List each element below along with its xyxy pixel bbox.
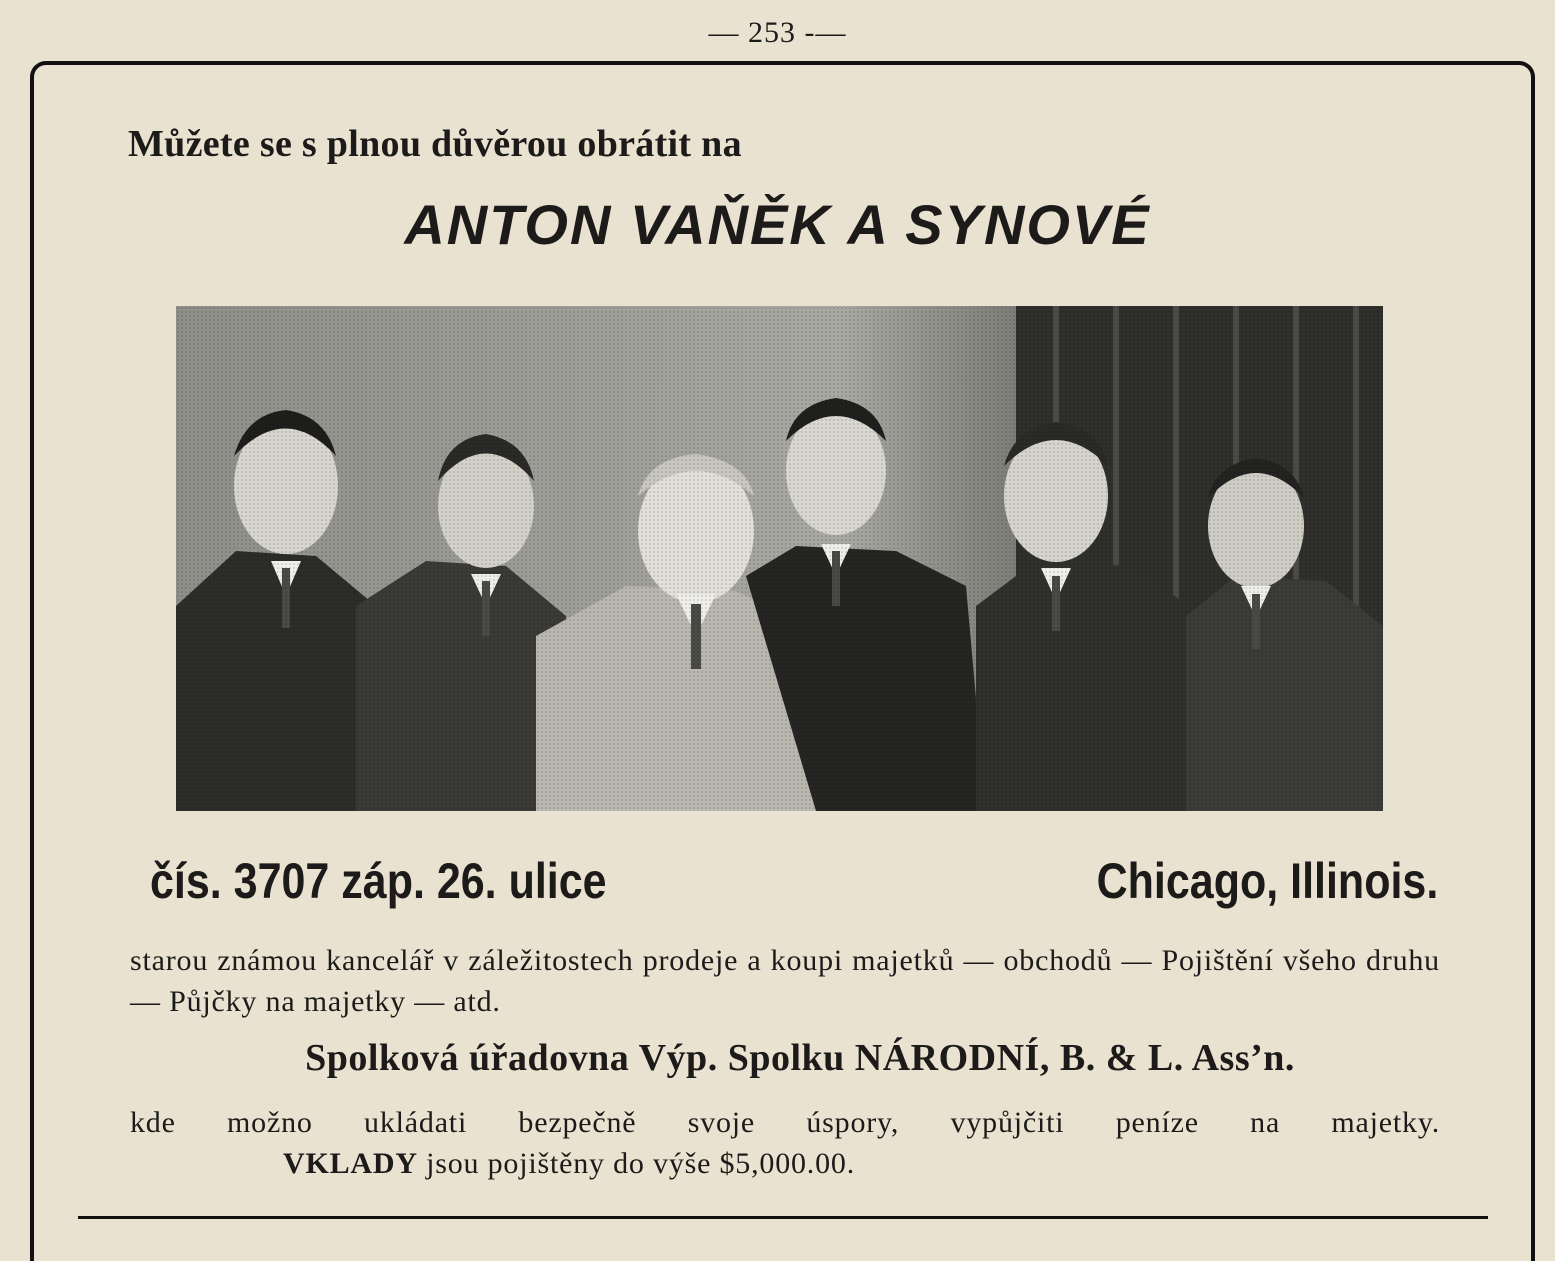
deposits-text bbox=[283, 1143, 855, 1184]
bottom-rule bbox=[78, 1216, 1488, 1219]
page-number: — 253 -— bbox=[708, 16, 847, 49]
savings-text: kde možno ukládati bezpečně svoje úspory, vypůjčiti peníze na majetky. bbox=[130, 1106, 1440, 1139]
street-address: čís. 3707 záp. 26. ulice bbox=[150, 853, 607, 909]
intro-text: Můžete se s plnou důvěrou obrátit na bbox=[128, 123, 742, 165]
group-photo-illustration bbox=[176, 306, 1383, 811]
deposits-label: VKLADY bbox=[283, 1147, 418, 1180]
association-name: Spolková úřadovna Výp. Spolku NÁRODNÍ, B. & L. Ass’n. bbox=[305, 1037, 1295, 1079]
services-description: starou známou kancelář v záležitostech prodeje a koupi majetků — obchodů — Pojištění všeho druhu — Půjčky na majetky — atd. bbox=[130, 944, 1440, 1018]
group-photo bbox=[176, 306, 1383, 811]
company-name: ANTON VAŇĚK A SYNOVÉ bbox=[404, 193, 1151, 256]
deposits-detail: jsou pojištěny do výše $5,000.00. bbox=[417, 1147, 856, 1180]
city: Chicago, Illinois. bbox=[1096, 853, 1438, 909]
